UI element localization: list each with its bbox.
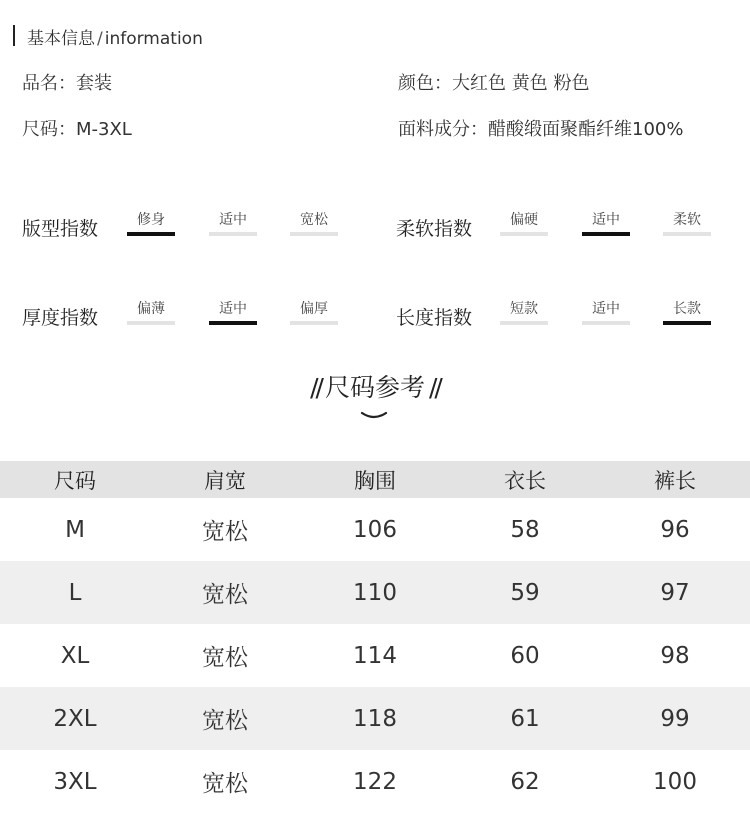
product-name-value: 套装: [76, 73, 112, 94]
length-option-bar: [582, 321, 630, 325]
table-cell: 114: [353, 642, 397, 669]
table-header-cell: 胸围: [354, 468, 396, 493]
table-header-cell: 衣长: [504, 468, 546, 493]
title-slashes-left: //: [310, 373, 321, 402]
chevron-down-icon: [360, 410, 388, 422]
fit-option-label: 修身: [137, 212, 165, 228]
fit-option-label: 适中: [219, 212, 247, 228]
size-table: [0, 461, 750, 813]
softness-option: [582, 210, 630, 236]
table-cell: 62: [510, 768, 540, 795]
softness-option: [500, 210, 548, 236]
table-cell: M: [65, 516, 85, 543]
product-name: [22, 69, 112, 95]
header-accent-bar: [13, 25, 15, 46]
table-header-cell: 尺码: [54, 468, 96, 493]
softness-option-bar: [663, 232, 711, 236]
table-cell: 宽松: [202, 519, 248, 545]
length-index-label: 长度指数: [396, 307, 473, 329]
title-slashes-right: //: [429, 373, 440, 402]
length-option-label: 长款: [673, 301, 701, 317]
length-option-label: 短款: [510, 301, 538, 317]
section-header: [27, 24, 203, 49]
product-fabric-value: 醋酸缎面聚酯纤维100%: [488, 119, 684, 140]
thickness-option: [127, 299, 175, 325]
table-cell: 96: [660, 516, 690, 543]
table-cell: 106: [353, 516, 397, 543]
product-size-value: M-3XL: [76, 119, 132, 140]
fit-option-bar: [127, 232, 175, 236]
table-cell: L: [68, 579, 82, 606]
softness-option-bar: [500, 232, 548, 236]
table-cell: 110: [353, 579, 397, 606]
thickness-option-label: 偏厚: [300, 301, 328, 317]
table-cell: XL: [60, 642, 90, 669]
product-fabric-label: 面料成分：: [398, 119, 488, 140]
length-option: [582, 299, 630, 325]
fit-option-bar: [209, 232, 257, 236]
softness-option: [663, 210, 711, 236]
table-header-row: [0, 461, 750, 498]
product-size-label: 尺码：: [22, 119, 76, 140]
table-cell: 61: [510, 705, 540, 732]
table-row: [0, 561, 750, 624]
fit-option-label: 宽松: [300, 212, 328, 228]
table-cell: 98: [660, 642, 690, 669]
length-option-bar: [500, 321, 548, 325]
table-cell: 99: [660, 705, 690, 732]
table-row: [0, 687, 750, 750]
thickness-option-label: 偏薄: [137, 301, 165, 317]
softness-option-label: 适中: [592, 212, 620, 228]
table-row: [0, 498, 750, 561]
table-row: [0, 624, 750, 687]
table-row: [0, 750, 750, 813]
length-option-label: 适中: [592, 301, 620, 317]
table-cell: 2XL: [53, 705, 97, 732]
table-cell: 58: [510, 516, 540, 543]
fit-index-label: 版型指数: [22, 218, 99, 240]
product-size: [22, 115, 132, 141]
fit-option: [209, 210, 257, 236]
table-cell: 118: [353, 705, 397, 732]
header-title-en: information: [104, 29, 203, 49]
table-cell: 59: [510, 579, 540, 606]
header-separator: /: [97, 29, 103, 49]
product-fabric: [398, 115, 683, 141]
thickness-option-bar: [127, 321, 175, 325]
length-option: [663, 299, 711, 325]
product-name-label: 品名：: [22, 73, 76, 94]
fit-option: [127, 210, 175, 236]
table-cell: 宽松: [202, 771, 248, 797]
table-cell: 122: [353, 768, 397, 795]
thickness-option-bar: [209, 321, 257, 325]
table-cell: 100: [653, 768, 697, 795]
product-color-label: 颜色：: [398, 73, 452, 94]
table-cell: 3XL: [53, 768, 97, 795]
thickness-option: [290, 299, 338, 325]
thickness-option-bar: [290, 321, 338, 325]
thickness-option: [209, 299, 257, 325]
product-color: [398, 69, 589, 95]
softness-option-label: 柔软: [673, 212, 701, 228]
table-header-cell: 肩宽: [204, 468, 246, 493]
softness-option-bar: [582, 232, 630, 236]
fit-option-bar: [290, 232, 338, 236]
size-reference-title: [0, 368, 750, 404]
softness-option-label: 偏硬: [510, 212, 538, 228]
table-cell: 宽松: [202, 708, 248, 734]
product-color-value: 大红色 黄色 粉色: [452, 73, 590, 94]
thickness-index-label: 厚度指数: [22, 307, 99, 329]
table-cell: 60: [510, 642, 540, 669]
table-header-cell: 裤长: [654, 468, 696, 493]
size-reference-text: 尺码参考: [324, 373, 425, 402]
length-option-bar: [663, 321, 711, 325]
softness-index-label: 柔软指数: [396, 218, 473, 240]
fit-option: [290, 210, 338, 236]
header-title-cn: 基本信息: [27, 29, 95, 49]
table-cell: 宽松: [202, 582, 248, 608]
table-cell: 97: [660, 579, 690, 606]
table-cell: 宽松: [202, 645, 248, 671]
thickness-option-label: 适中: [219, 301, 247, 317]
length-option: [500, 299, 548, 325]
